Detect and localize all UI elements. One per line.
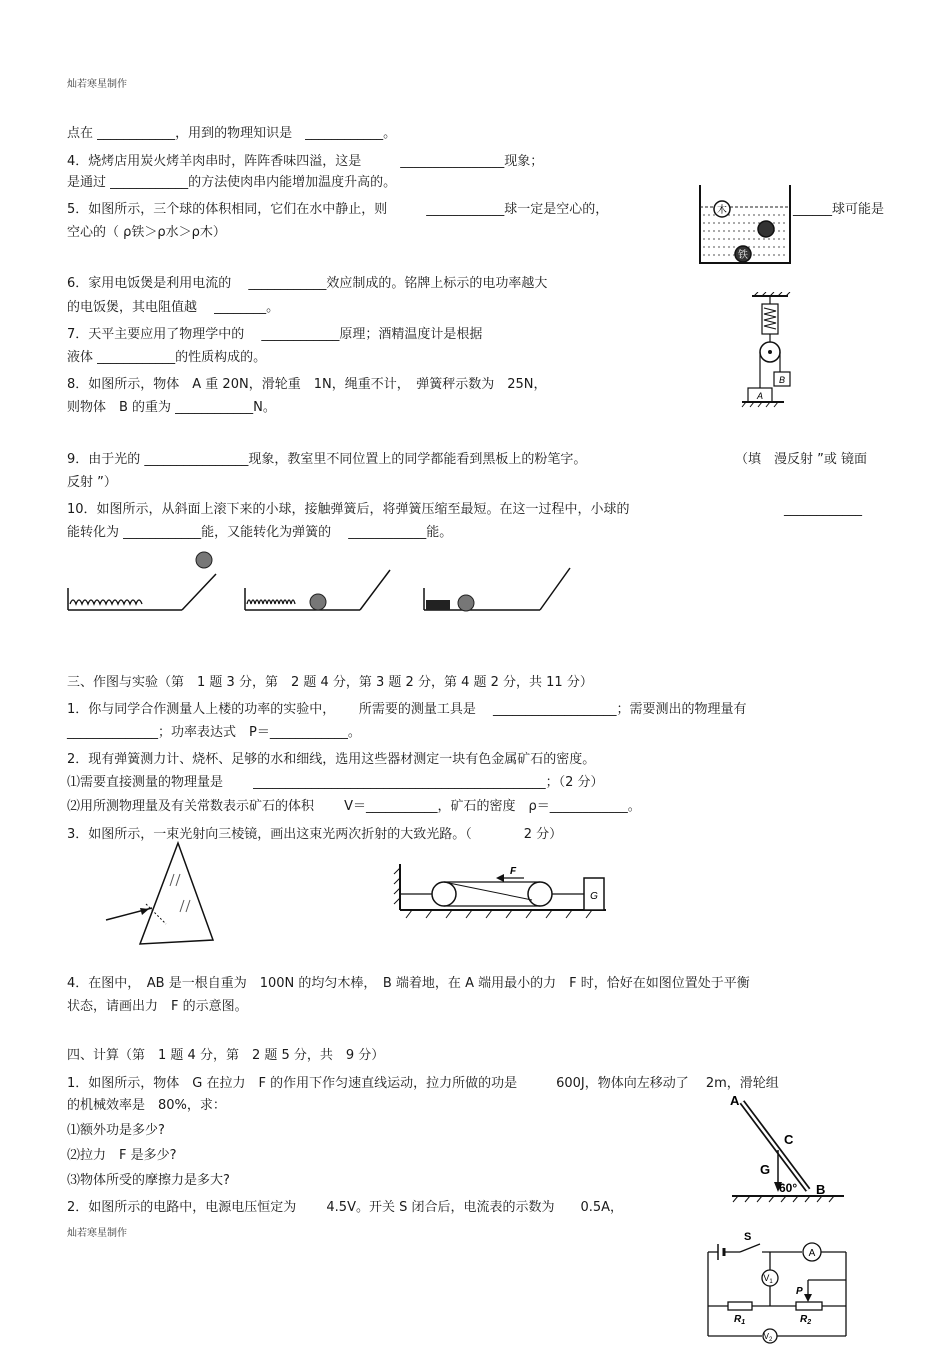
footer-watermark: 灿若寒星制作	[67, 1228, 127, 1239]
prism-figure	[100, 840, 225, 948]
q8-line-a: 8．如图所示，物体 A 重 20N，滑轮重 1N，绳重不计， 弹簧秤示数为 25N，	[67, 377, 547, 392]
q10-line-a-end: ____________	[784, 502, 862, 517]
block-g-label: G	[590, 891, 598, 902]
section-3-title: 三、作图与实验（第 1 题 3 分，第 2 题 4 分，第 3 题 2 分，第 4 题 2 分，共 11 分）	[67, 675, 593, 690]
q3-line-b: 点在 ____________，用到的物理知识是 ____________。	[67, 126, 397, 141]
pulley-figure	[738, 292, 808, 410]
calc-1-line-a: 1．如图所示，物体 G 在拉力 F 的作用下作匀速直线运动，拉力所做的功是 600J，物体向左移动了 2m，滑轮组	[67, 1076, 779, 1091]
q7-line-a: 7．天平主要应用了物理学中的 ____________原理；酒精温度计是根据	[67, 327, 483, 342]
q7-line-b: 液体 ____________的性质构成的。	[67, 350, 267, 365]
circuit-figure	[700, 1230, 856, 1344]
force-f-label: F	[510, 866, 517, 877]
q9-line-a-end: （填 漫反射 ”或 镜面	[735, 452, 867, 467]
q6-line-a: 6．家用电饭煲是利用电流的 ____________效应制成的。铭牌上标示的电功率越大	[67, 276, 548, 291]
rod-g-label: G	[760, 1162, 771, 1177]
q5-line-a: 5．如图所示，三个球的体积相同，它们在水中静止，则 ____________球一定是空心的，	[67, 202, 609, 217]
spring-stage-1	[68, 552, 216, 610]
q9-line-a: 9．由于光的 ________________现象，教室里不同位置上的同学都能看到黑板上的粉笔字。	[67, 452, 587, 467]
ball-wood-label: 木	[717, 205, 727, 216]
q4-line-a: 4．烧烤店用炭火烤羊肉串时，阵阵香味四溢，这是 ________________现象；	[67, 154, 544, 169]
exp-4-line-a: 4．在图中， AB 是一根自重为 100N 的均匀木棒， B 端着地，在 A 端用最小的力 F 时，恰好在如图位置处于平衡	[67, 976, 750, 991]
calc-1-q1: ⑴额外功是多少?	[67, 1123, 165, 1138]
switch-s-label: S	[744, 1231, 752, 1243]
header-watermark: 灿若寒星制作	[67, 79, 127, 90]
exp-2-line-a: 2．现有弹簧测力计、烧杯、足够的水和细线，选用这些器材测定一块有色金属矿石的密度。	[67, 752, 596, 767]
q9-line-b: 反射 ”）	[67, 475, 117, 490]
resistor-1-label: $R_1$	[734, 1314, 746, 1326]
beaker-figure	[697, 185, 793, 267]
block-a-label: A	[756, 391, 764, 401]
q4-line-b: 是通过 ____________的方法使肉串内能增加温度升高的。	[67, 175, 397, 190]
rope-figure	[392, 862, 612, 920]
rod-figure	[728, 1092, 850, 1204]
rod-a-label: A	[730, 1093, 740, 1108]
voltmeter-1-label: $V_1$	[763, 1273, 773, 1285]
calc-1-q3: ⑶物体所受的摩擦力是多大?	[67, 1173, 230, 1188]
exp-2-line-c: ⑵用所测物理量及有关常数表示矿石的体积 V＝___________，矿石的密度 ρ＝____________。	[67, 799, 641, 814]
q5-line-b: 空心的（ ρ铁＞ρ水＞ρ木）	[67, 225, 226, 240]
spring-ball-figure	[64, 548, 580, 624]
calc-1-q2: ⑵拉力 F 是多少?	[67, 1148, 177, 1163]
section-4-title: 四、计算（第 1 题 4 分，第 2 题 5 分，共 9 分）	[67, 1048, 385, 1063]
rod-b-label: B	[816, 1182, 826, 1197]
spring-stage-2	[245, 570, 390, 610]
exp-2-line-b: ⑴需要直接测量的物理量是 _____________________________________________；（2 分）	[67, 775, 604, 790]
slider-p-label: P	[796, 1286, 803, 1297]
exp-4-line-b: 状态，请画出力 F 的示意图。	[67, 999, 248, 1014]
rod-angle-label: 60°	[779, 1181, 798, 1195]
q10-line-a: 10．如图所示，从斜面上滚下来的小球，接触弹簧后，将弹簧压缩至最短。在这一过程中，小球的	[67, 502, 630, 517]
q5-line-a-end: ______球可能是	[793, 202, 885, 217]
exp-3-line: 3．如图所示，一束光射向三棱镜，画出这束光两次折射的大致光路。（ 2 分）	[67, 827, 563, 842]
exp-1-line-b: ______________；功率表达式 P＝____________。	[67, 725, 361, 740]
q8-line-b: 则物体 B 的重为 ____________N。	[67, 400, 276, 415]
rod-c-label: C	[784, 1132, 794, 1147]
q10-line-b: 能转化为 ____________能，又能转化为弹簧的 ____________能。	[67, 525, 453, 540]
calc-2-line-a: 2．如图所示的电路中，电源电压恒定为 4.5V。开关 S 闭合后，电流表的示数为 0.5A，	[67, 1200, 624, 1215]
ammeter-label: A	[808, 1248, 816, 1259]
exp-1-line-a: 1．你与同学合作测量人上楼的功率的实验中， 所需要的测量工具是 ___________________；需要测出的物理量有	[67, 702, 747, 717]
q6-line-b: 的电饭煲，其电阻值越 ________。	[67, 300, 280, 315]
resistor-2-label: $R_2$	[800, 1314, 812, 1326]
block-b-label: B	[778, 375, 786, 385]
voltmeter-2-label: $V_2$	[763, 1332, 773, 1343]
calc-1-line-b: 的机械效率是 80%，求：	[67, 1098, 226, 1113]
spring-stage-3	[424, 568, 570, 611]
ball-iron-label: 铁	[738, 250, 748, 261]
